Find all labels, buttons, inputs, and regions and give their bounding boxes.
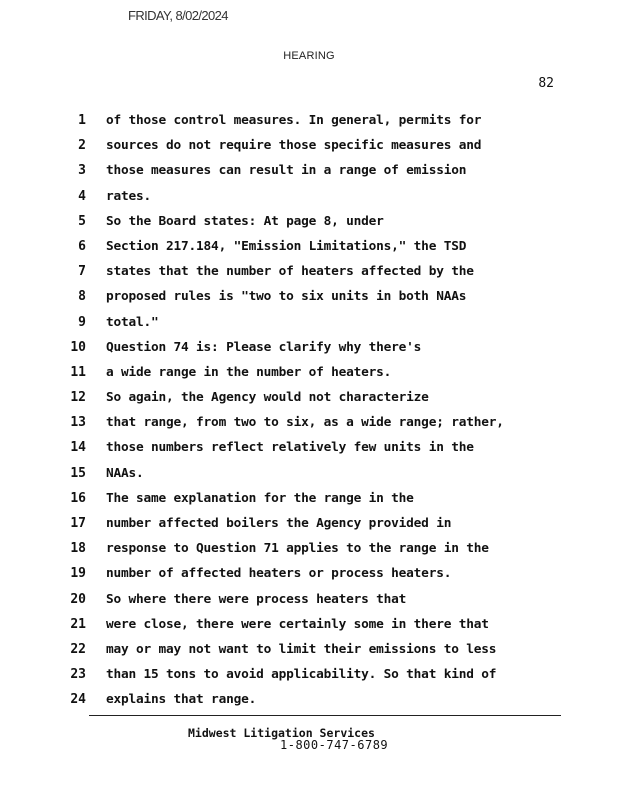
line-text: may or may not want to limit their emissions to less [106,641,497,657]
transcript-line [0,489,618,514]
line-number: 10 [70,339,86,355]
transcript-line [0,438,618,463]
transcript-line [0,640,618,665]
transcript-line [0,590,618,615]
line-number: 14 [70,440,86,456]
line-number: 6 [78,238,86,254]
transcript-line [0,564,618,589]
line-number: 9 [78,314,86,330]
transcript-line [0,539,618,564]
transcript-line [0,690,618,715]
line-number: 2 [78,138,86,154]
line-number: 22 [70,641,86,657]
line-text: So where there were process heaters that [106,591,407,607]
transcript-line [0,237,618,262]
transcript-line [0,187,618,212]
line-text: sources do not require those specific measures and [106,138,482,154]
line-text: So the Board states: At page 8, under [106,213,384,229]
transcript-line [0,615,618,640]
line-number: 5 [78,213,86,229]
line-text: those numbers reflect relatively few units in the [106,440,474,456]
line-number: 7 [78,264,86,280]
transcript-lines [0,111,618,716]
line-number: 15 [70,465,86,481]
line-text: those measures can result in a range of emission [106,163,467,179]
line-number: 8 [78,289,86,305]
line-text: response to Question 71 applies to the range in the [106,541,489,557]
transcript-line [0,338,618,363]
line-number: 23 [70,667,86,683]
page-number: 82 [538,76,554,91]
line-text: that range, from two to six, as a wide range; rather, [106,415,504,431]
line-number: 24 [70,692,86,708]
line-text: The same explanation for the range in the [106,490,414,506]
transcript-line [0,464,618,489]
transcript-line [0,388,618,413]
transcript-line [0,514,618,539]
line-number: 19 [70,566,86,582]
line-text: total." [106,314,159,330]
transcript-line [0,313,618,338]
transcript-line [0,262,618,287]
line-number: 4 [78,188,86,204]
line-number: 20 [70,591,86,607]
line-number: 11 [70,364,86,380]
line-text: than 15 tons to avoid applicability. So that kind of [106,667,497,683]
line-text: were close, there were certainly some in there that [106,616,489,632]
transcript-line [0,111,618,136]
line-text: NAAs. [106,465,144,481]
line-text: So again, the Agency would not characterize [106,390,429,406]
line-number: 3 [78,163,86,179]
footer-company: Midwest Litigation Services [188,726,375,740]
header-date: FRIDAY, 8/02/2024 [128,8,228,23]
line-text: number of affected heaters or process heaters. [106,566,452,582]
line-number: 16 [70,490,86,506]
line-number: 13 [70,415,86,431]
transcript-line [0,136,618,161]
header-title: HEARING [283,50,335,62]
transcript-line [0,287,618,312]
transcript-line [0,212,618,237]
transcript-line [0,665,618,690]
transcript-line [0,161,618,186]
line-text: Question 74 is: Please clarify why there's [106,339,422,355]
line-number: 12 [70,390,86,406]
line-number: 1 [78,113,86,128]
line-text: of those control measures. In general, permits for [106,113,482,128]
transcript-line [0,413,618,438]
line-text: explains that range. [106,692,257,708]
line-text: a wide range in the number of heaters. [106,364,392,380]
line-number: 17 [70,516,86,531]
line-text: proposed rules is "two to six units in both NAAs [106,289,467,305]
line-text: Section 217.184, "Emission Limitations," the TSD [106,238,467,254]
footer-divider [89,715,561,716]
footer-phone: 1-800-747-6789 [280,738,389,752]
line-number: 21 [70,616,86,632]
line-number: 18 [70,541,86,557]
transcript-line [0,363,618,388]
line-text: number affected boilers the Agency provided in [106,516,452,531]
line-text: states that the number of heaters affected by the [106,264,474,280]
line-text: rates. [106,188,152,204]
